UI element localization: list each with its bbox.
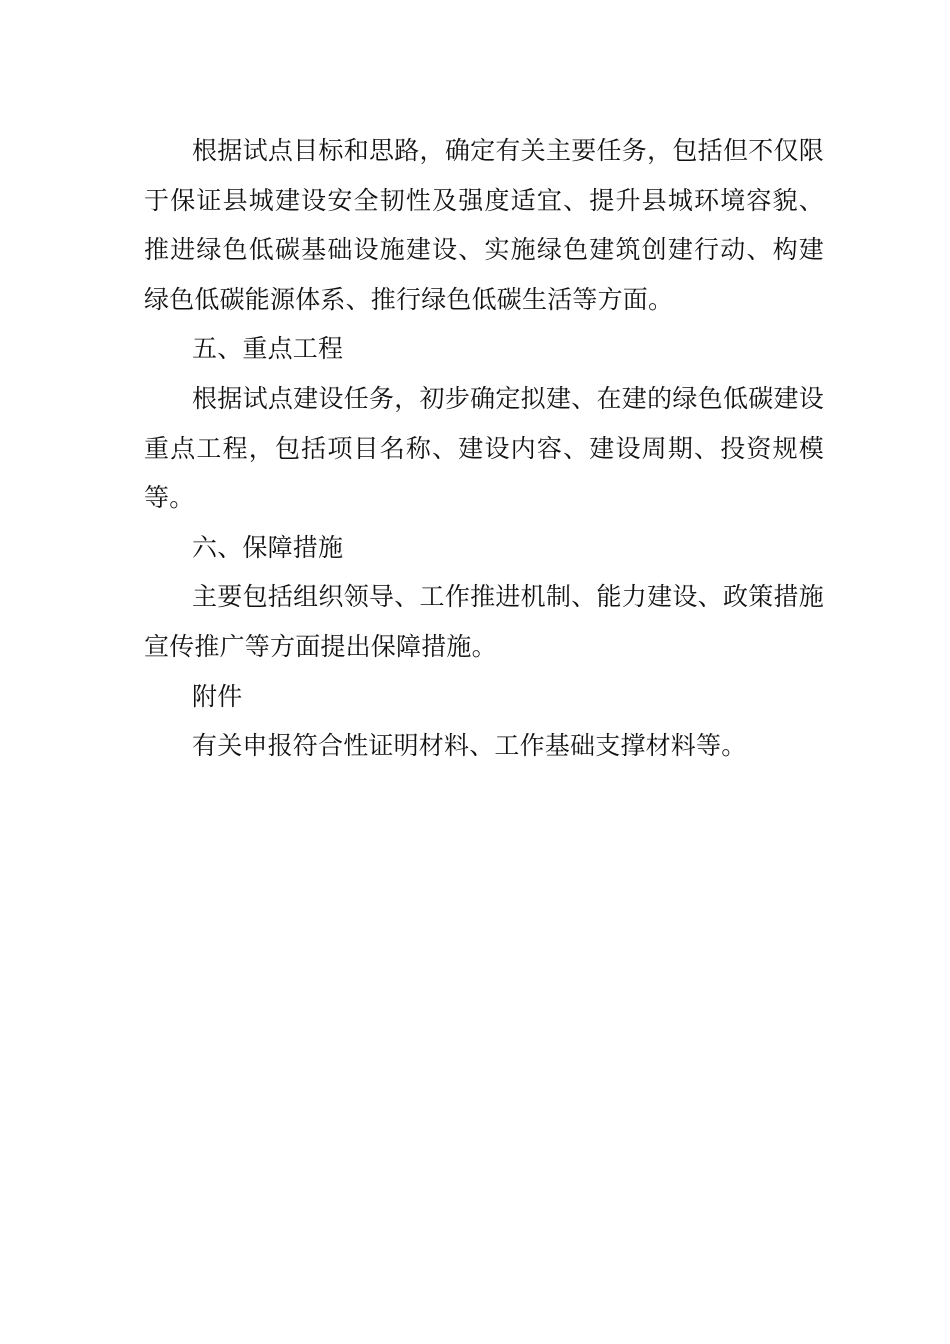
section-heading-attachment: 附件 [192, 681, 243, 711]
paragraph-safeguards: 主要包括组织领导、工作推进机制、能力建设、政策措施宣传推广等方面提出保障措施。 [144, 582, 824, 661]
paragraph-attachment: 有关申报符合性证明材料、工作基础支撑材料等。 [192, 731, 747, 761]
section-heading-key-projects: 五、重点工程 [192, 334, 344, 364]
paragraph-key-projects: 根据试点建设任务，初步确定拟建、在建的绿色低碳建设重点工程，包括项目名称、建设内容、建设周期、投资规模等。 [144, 383, 824, 513]
paragraph-main-tasks: 根据试点目标和思路，确定有关主要任务，包括但不仅限于保证县城建设安全韧性及强度适宜、提升县城环境容貌、推进绿色低碳基础设施建设、实施绿色建筑创建行动、构建绿色低碳能源体系、推行绿色低碳生活等方面。 [144, 136, 824, 314]
section-heading-safeguards: 六、保障措施 [192, 532, 344, 562]
document-body [144, 126, 824, 771]
